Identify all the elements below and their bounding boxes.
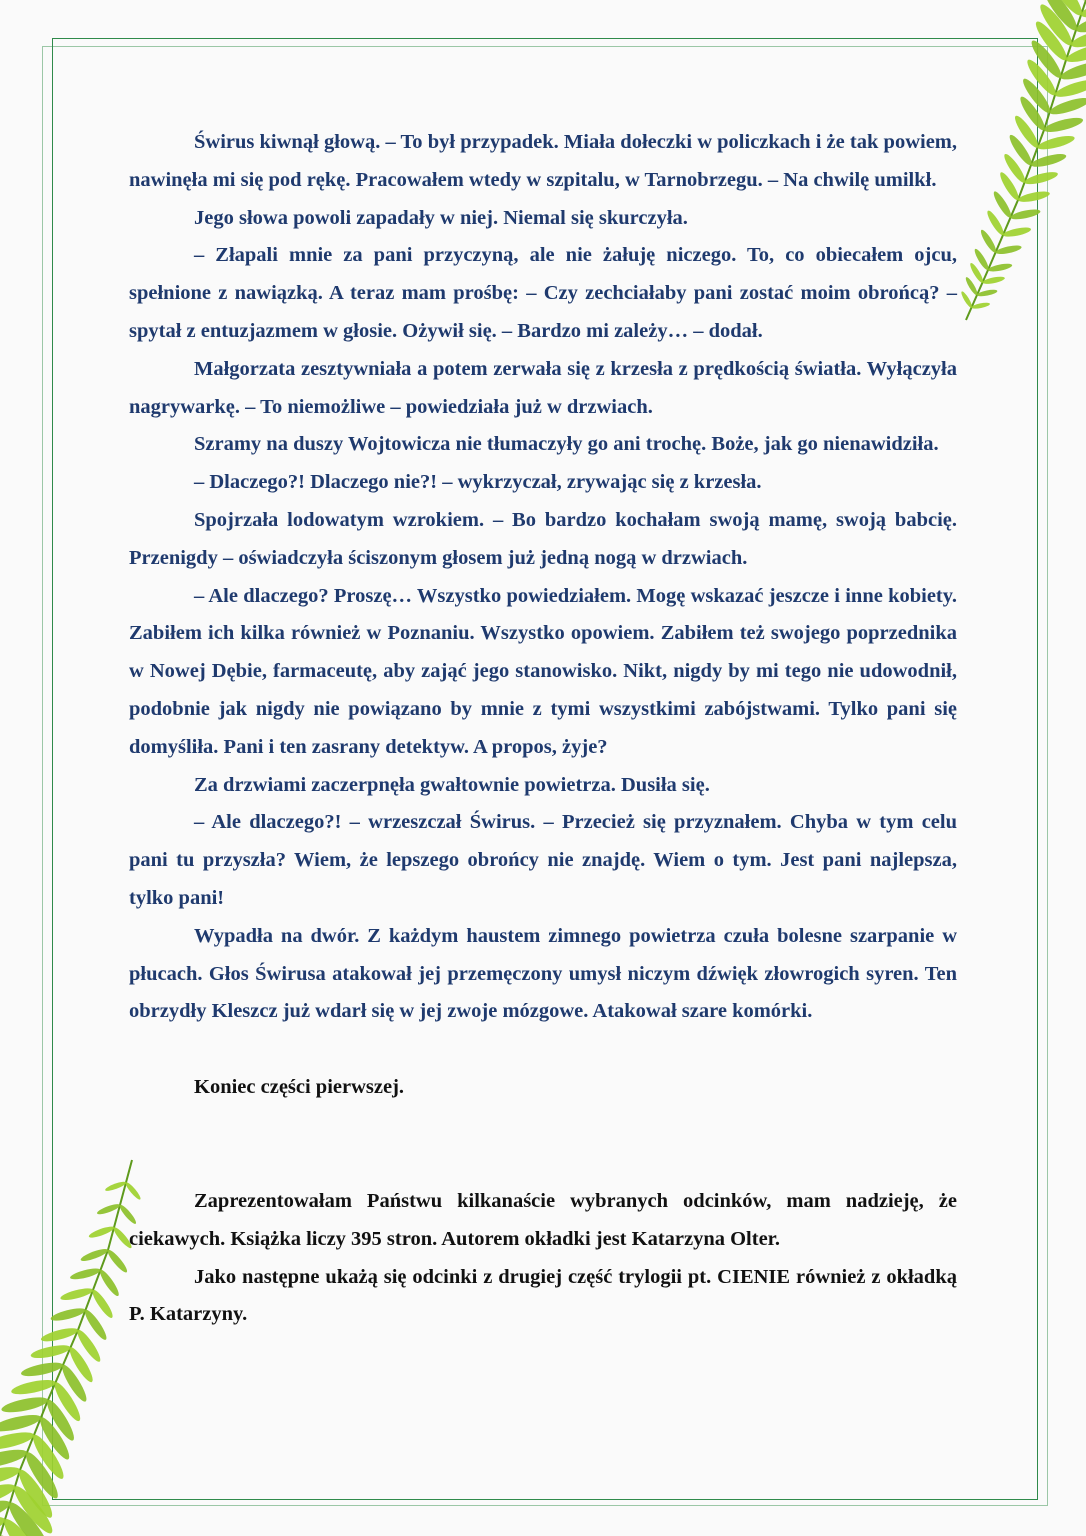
fern-decoration-top xyxy=(966,0,1086,330)
document-body xyxy=(129,124,957,1334)
fern-decoration-bottom xyxy=(0,1140,150,1536)
story-paragraph-11: Wypadła na dwór. Z każdym haustem zimnego powietrza czuła bolesne szarpanie w płucach. Głos Świrusa atakował jej przemęczony umysł niczym dźwięk złowrogich syren. Ten obrzydły Kleszcz już wdarł się w jej zwoje mózgowe. Atakował szare komórki. xyxy=(129,924,957,1023)
story-paragraph-9: Za drzwiami zaczerpnęła gwałtownie powietrza. Dusiła się. xyxy=(194,773,710,796)
spacer xyxy=(129,1031,957,1069)
story-paragraph-7: Spojrzała lodowatym wzrokiem. – Bo bardzo kochałam swoją mamę, swoją babcię. Przenigdy – oświadczyła ściszonym głosem już jedną nogą w drzwiach. xyxy=(129,508,957,569)
story-paragraph-5: Szramy na duszy Wojtowicza nie tłumaczyły go ani trochę. Boże, jak go nienawidziła. xyxy=(194,433,939,456)
story-paragraph-1: Świrus kiwnął głową. – To był przypadek. Miała dołeczki w policzkach i że tak powiem, nawinęła mi się pod rękę. Pracowałem wtedy w szpitalu, w Tarnobrzegu. – Na chwilę umilkł. xyxy=(129,131,957,191)
spacer xyxy=(129,1107,957,1183)
part-end-note: Koniec części pierwszej. xyxy=(194,1076,405,1099)
story-paragraph-2: Jego słowa powoli zapadały w niej. Niemal się skurczyła. xyxy=(194,206,688,229)
story-paragraph-3: – Złapali mnie za pani przyczyną, ale nie żałuję niczego. To, co obiecałem ojcu, spełnione z nawiązką. A teraz mam prośbę: – Czy zechciałaby pani zostać moim obrońcą? – spytał z entuzjazmem w głosie. Ożywił się. – Bardzo mi zależy… – dodał. xyxy=(129,244,957,342)
story-paragraph-6: – Dlaczego?! Dlaczego nie?! – wykrzyczał, zrywając się z krzesła. xyxy=(194,471,762,494)
story-paragraph-10: – Ale dlaczego?! – wrzeszczał Świrus. – Przecież się przyznałem. Chyba w tym celu pani tu przyszła? Wiem, że lepszego obrońcy nie znajdę. Wiem o tym. Jest pani najlepsza, tylko pani! xyxy=(129,811,957,909)
afterword-section xyxy=(129,1183,957,1334)
story-paragraph-4: Małgorzata zesztywniała a potem zerwała się z krzesła z prędkością światła. Wyłączyła nagrywarkę. – To niemożliwe – powiedziała już w drzwiach. xyxy=(129,357,957,418)
afterword-paragraph-1: Zaprezentowałam Państwu kilkanaście wybranych odcinków, mam nadzieję, że ciekawych. Książka liczy 395 stron. Autorem okładki jest Katarzyna Olter. xyxy=(129,1189,957,1250)
story-section xyxy=(129,124,957,1031)
story-paragraph-8: – Ale dlaczego? Proszę… Wszystko powiedziałem. Mogę wskazać jeszcze i inne kobiety. Zabiłem ich kilka również w Poznaniu. Wszystko opowiem. Zabiłem też swojego poprzednika w Nowej Dębie, farmaceutę, aby zająć jego stanowisko. Nikt, nigdy by mi tego nie udowodnił, podobnie jak nigdy nie powiązano by mnie z tymi wszystkimi zabójstwami. Tylko pani się domyśliła. Pani i ten zasrany detektyw. A propos, żyje? xyxy=(129,584,957,758)
afterword-paragraph-2: Jako następne ukażą się odcinki z drugiej część trylogii pt. CIENIE również z okładką P. Katarzyny. xyxy=(129,1265,957,1326)
